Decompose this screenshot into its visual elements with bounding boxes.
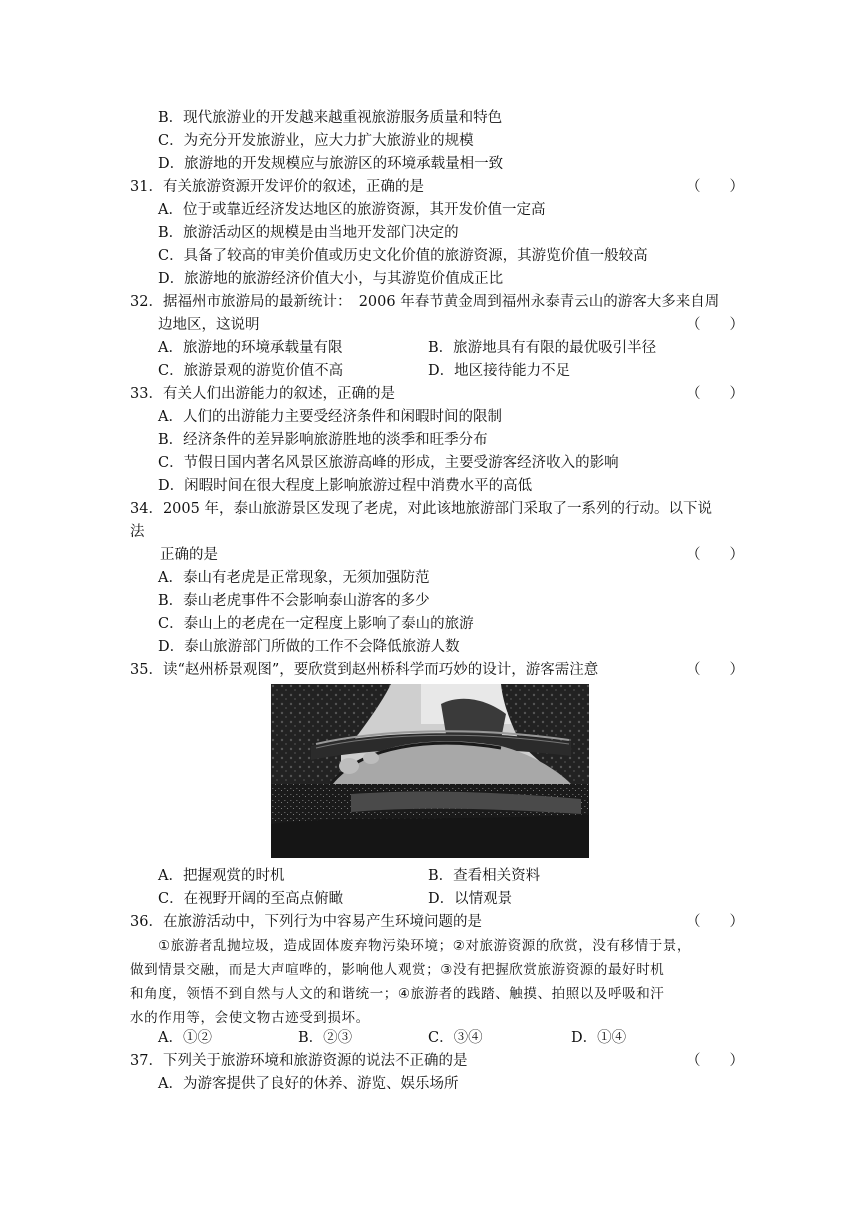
q34-stem-line2: 法: [130, 524, 145, 540]
q36-body-line1: ①旅游者乱抛垃圾，造成固体废弃物污染环境；②对旅游资源的欣赏，没有移情于景，: [158, 938, 692, 954]
q34-stem-line3: 正确的是: [160, 547, 218, 563]
q33-answer-blank: （ ）: [686, 386, 744, 402]
q36-body-line4: 水的作用等，会使文物古迹受到损坏。: [130, 1010, 370, 1026]
q36-answer-blank: （ ）: [686, 914, 744, 930]
q34-stem-line1: 34．2005 年，泰山旅游景区发现了老虎，对此该地旅游部门采取了一系列的行动。以下说: [130, 501, 712, 517]
q36-option-d: D．①④: [571, 1030, 627, 1046]
q32-option-a: A．旅游地的环境承载量有限: [158, 340, 343, 356]
q37-option-a: A．为游客提供了良好的休养、游览、娱乐场所: [158, 1076, 459, 1092]
q31-answer-blank: （ ）: [686, 179, 744, 195]
q32-option-c: C．旅游景观的游览价值不高: [158, 363, 344, 379]
q36-option-a: A．①②: [158, 1030, 212, 1046]
q30-option-c: C．为充分开发旅游业，应大力扩大旅游业的规模: [158, 133, 474, 149]
q35-stem: 35．读“赵州桥景观图”，要欣赏到赵州桥科学而巧妙的设计，游客需注意: [130, 662, 599, 678]
q30-option-d: D．旅游地的开发规模应与旅游区的环境承载量相一致: [158, 156, 504, 172]
q35-answer-blank: （ ）: [686, 662, 744, 678]
q33-option-a: A．人们的出游能力主要受经济条件和闲暇时间的限制: [158, 409, 502, 425]
q32-stem-line2: 边地区，这说明: [158, 317, 260, 333]
zhaozhou-bridge-photo: [271, 684, 589, 858]
q31-option-b: B．旅游活动区的规模是由当地开发部门决定的: [158, 225, 459, 241]
q31-option-a: A．位于或靠近经济发达地区的旅游资源，其开发价值一定高: [158, 202, 546, 218]
q32-option-d: D．地区接待能力不足: [428, 363, 571, 379]
q34-option-a: A．泰山有老虎是正常现象，无须加强防范: [158, 570, 430, 586]
q35-option-c: C．在视野开阔的至高点俯瞰: [158, 891, 344, 907]
q36-option-b: B．②③: [298, 1030, 353, 1046]
q34-option-c: C．泰山上的老虎在一定程度上影响了泰山的旅游: [158, 616, 474, 632]
q32-answer-blank: （ ）: [686, 317, 744, 333]
q35-option-b: B．查看相关资料: [428, 868, 541, 884]
q36-option-c: C．③④: [428, 1030, 483, 1046]
q32-stem-line1: 32．据福州市旅游局的最新统计： 2006 年春节黄金周到福州永泰青云山的游客大多来自周: [130, 294, 720, 310]
q33-option-d: D．闲暇时间在很大程度上影响旅游过程中消费水平的高低: [158, 478, 533, 494]
q37-answer-blank: （ ）: [686, 1053, 744, 1069]
q33-option-b: B．经济条件的差异影响旅游胜地的淡季和旺季分布: [158, 432, 488, 448]
q32-option-b: B．旅游地具有有限的最优吸引半径: [428, 340, 657, 356]
q35-option-d: D．以情观景: [428, 891, 513, 907]
q35-option-a: A．把握观赏的时机: [158, 868, 285, 884]
q36-stem: 36．在旅游活动中，下列行为中容易产生环境问题的是: [130, 914, 482, 930]
q36-body-line2: 做到情景交融，而是大声喧哗的，影响他人观赏；③没有把握欣赏旅游资源的最好时机: [130, 962, 665, 978]
q34-option-b: B．泰山老虎事件不会影响泰山游客的多少: [158, 593, 430, 609]
q36-body-line3: 和角度，领悟不到自然与人文的和谐统一；④旅游者的践踏、触摸、拍照以及呼吸和汗: [130, 986, 665, 1002]
q33-option-c: C．节假日国内著名风景区旅游高峰的形成，主要受游客经济收入的影响: [158, 455, 619, 471]
q31-option-c: C．具备了较高的审美价值或历史文化价值的旅游资源，其游览价值一般较高: [158, 248, 648, 264]
q37-stem: 37．下列关于旅游环境和旅游资源的说法不正确的是: [130, 1053, 468, 1069]
q30-option-b: B．现代旅游业的开发越来越重视旅游服务质量和特色: [158, 110, 503, 126]
q34-option-d: D．泰山旅游部门所做的工作不会降低旅游人数: [158, 639, 460, 655]
q33-stem: 33．有关人们出游能力的叙述，正确的是: [130, 386, 395, 402]
q31-option-d: D．旅游地的旅游经济价值大小，与其游览价值成正比: [158, 271, 504, 287]
q31-stem: 31．有关旅游资源开发评价的叙述，正确的是: [130, 179, 424, 195]
q34-answer-blank: （ ）: [686, 547, 744, 563]
